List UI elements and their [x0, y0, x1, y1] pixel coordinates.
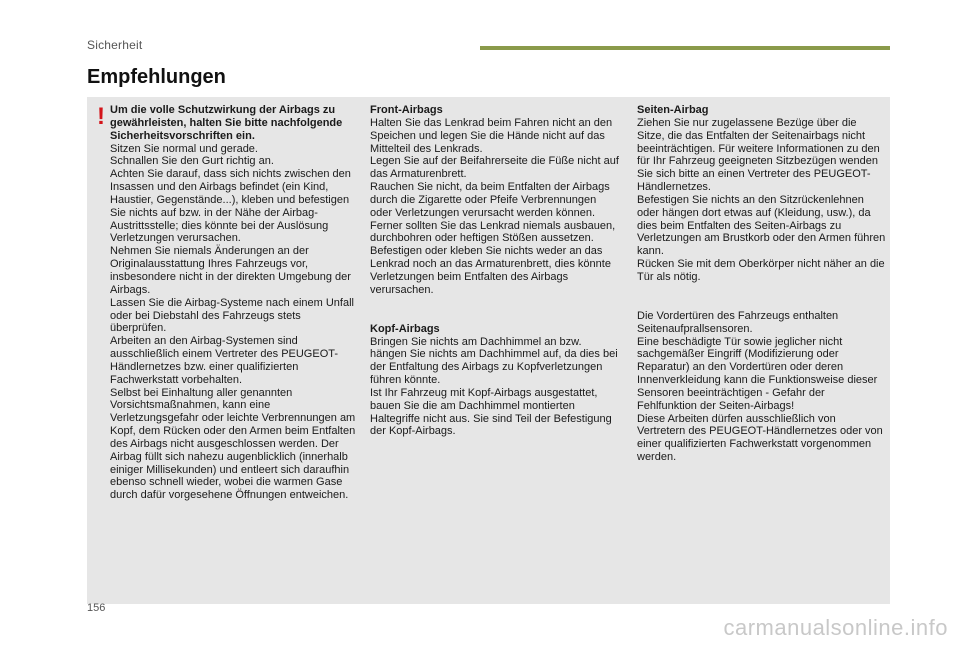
watermark: carmanualsonline.info [723, 615, 948, 640]
head-airbags-heading: Kopf-Airbags [370, 322, 440, 335]
paragraph: Befestigen Sie nichts an den Sitzrückenlehnen oder hängen dort etwas auf (Kleidung, usw.), da dies beim Entfalten des Seiten-Airbags zu Verletzungen am Brustkorb oder den Armen führen kann. [637, 193, 886, 258]
side-airbag-heading: Seiten-Airbag [637, 104, 709, 116]
page-title: Empfehlungen [87, 66, 226, 88]
paragraph: Legen Sie auf der Beifahrerseite die Füße nicht auf das Armaturenbrett. [370, 155, 619, 181]
column-side-airbags [637, 104, 887, 464]
header-rule [480, 46, 890, 50]
paragraph: Rücken Sie mit dem Oberkörper nicht näher an die Tür als nötig. [637, 258, 885, 283]
paragraph: Befestigen oder kleben Sie nichts weder an das Lenkrad noch an das Armaturenbrett, dies könnte Verletzungen beim Entfalten des Airbags verursachen. [370, 245, 611, 296]
paragraph: Diese Arbeiten dürfen ausschließlich von Vertretern des PEUGEOT-Händlernetzes oder von einer qualifizierten Fachwerkstatt vorgenommen werden. [637, 412, 883, 464]
paragraph: Eine beschädigte Tür sowie jeglicher nicht sachgemäßer Eingriff (Modifizierung oder Reparatur) an den Vordertüren oder deren Innenverkleidung kann die Funktionsweise dieser Sensoren beeinträchtigen - Gefahr der Fehlfunktion der Seiten-Airbags! [637, 335, 878, 412]
spacer [637, 284, 887, 310]
exclamation-icon: ! [97, 103, 105, 130]
intro-text: Um die volle Schutzwirkung der Airbags zu gewährleisten, halten Sie bitte nachfolgende Sicherheitsvorschriften ein. [110, 104, 343, 142]
paragraph: Selbst bei Einhaltung aller genannten Vorsichtsmaßnahmen, kann eine Verletzungsgefahr oder leichte Verbrennungen am Kopf, dem Rücken oder den Armen beim Entfalten des Airbags nicht ausgeschlossen werden. Der Airbag füllt sich nahezu augenblicklich (innerhalb einiger Millisekunden) und entleert sich daraufhin ebenso schnell wieder, wobei die warmen Gase durch dafür vorgesehene Öffnungen entweichen. [110, 386, 356, 502]
spacer [370, 297, 620, 323]
column-front-head-airbags [370, 104, 620, 438]
paragraph: Bringen Sie nichts am Dachhimmel an bzw. hängen Sie nichts am Dachhimmel auf, da dies bei der Entfaltung des Airbags zu Kopfverletzungen führen könnte. [370, 335, 618, 387]
paragraph: Achten Sie darauf, dass sich nichts zwischen den Insassen und den Airbags befindet (ein Kind, Haustier, Gegenstände...), kleben und befestigen Sie nichts auf bzw. in der Nähe der Airbag-Austrittsstelle; dies könnte bei der Auslösung Verletzungen verursachen. [110, 168, 351, 245]
paragraph: Die Vordertüren des Fahrzeugs enthalten Seitenaufprallsensoren. [637, 309, 839, 335]
paragraph: Nehmen Sie niemals Änderungen an der Originalausstattung Ihres Fahrzeugs vor, insbesondere nicht in der direkten Umgebung der Airbags. [110, 245, 351, 296]
paragraph: Schnallen Sie den Gurt richtig an. [110, 155, 274, 168]
paragraph: Sitzen Sie normal und gerade. [110, 142, 258, 155]
paragraph: Lassen Sie die Airbag-Systeme nach einem Unfall oder bei Diebstahl des Fahrzeugs stets überprüfen. [110, 296, 354, 335]
section-label: Sicherheit [87, 38, 143, 52]
paragraph: Ferner sollten Sie das Lenkrad niemals ausbauen, durchbohren oder heftigen Stößen aussetzen. [370, 219, 616, 245]
paragraph: Ist Ihr Fahrzeug mit Kopf-Airbags ausgestattet, bauen Sie die am Dachhimmel montierten Haltegriffe nicht aus. Sie sind Teil der Befestigung der Kopf-Airbags. [370, 386, 612, 438]
page-number: 156 [87, 602, 106, 614]
paragraph: Arbeiten an den Airbag-Systemen sind ausschließlich einem Vertreter des PEUGEOT-Händlernetzes bzw. einer qualifizierten Fachwerkstatt vorbehalten. [110, 335, 339, 386]
front-airbags-heading: Front-Airbags [370, 104, 443, 116]
paragraph: Halten Sie das Lenkrad beim Fahren nicht an den Speichen und legen Sie die Hände nicht auf das Mittelteil des Lenkrads. [370, 116, 613, 155]
paragraph: Ziehen Sie nur zugelassene Bezüge über die Sitze, die das Entfalten der Seitenairbags nicht beeinträchtigen. Für weitere Informationen zu den für Ihr Fahrzeug geeigneten Sitzbezügen wenden Sie sich bitte an einen Vertreter des PEUGEOT-Händlernetzes. [637, 116, 880, 194]
column-general-rules [110, 104, 358, 502]
paragraph: Rauchen Sie nicht, da beim Entfalten der Airbags durch die Zigarette oder Pfeife Verbrennungen oder Verletzungen verursacht werden können. [370, 181, 610, 219]
